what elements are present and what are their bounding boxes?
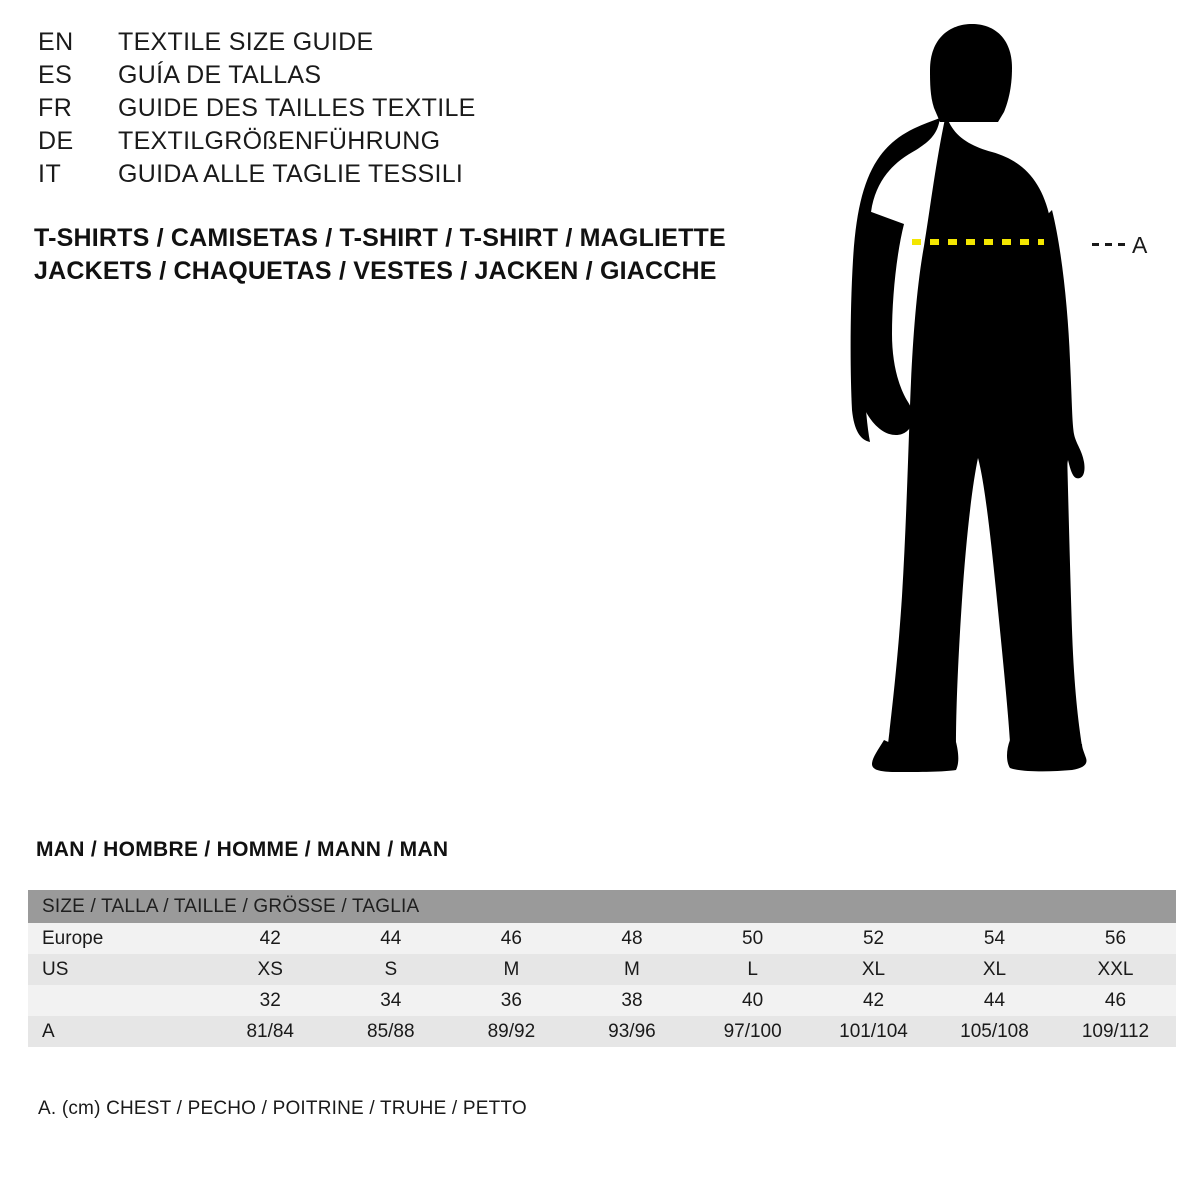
row-label-numeric xyxy=(28,985,210,1016)
garment-line-tshirts: T-SHIRTS / CAMISETAS / T-SHIRT / T-SHIRT / MAGLIETTE xyxy=(34,224,726,252)
cell-numeric-3: 38 xyxy=(572,985,693,1016)
language-list xyxy=(38,28,798,193)
chest-measure-line xyxy=(820,10,1190,800)
cell-numeric-0: 32 xyxy=(210,985,331,1016)
cell-a-0: 81/84 xyxy=(210,1016,331,1047)
table-header-label: SIZE / TALLA / TAILLE / GRÖSSE / TAGLIA xyxy=(28,890,1176,923)
row-label-us: US xyxy=(28,954,210,985)
language-text-de: TEXTILGRÖßENFÜHRUNG xyxy=(118,127,441,155)
cell-europe-7: 56 xyxy=(1055,923,1176,954)
cell-us-6: XL xyxy=(934,954,1055,985)
language-code-en: EN xyxy=(38,28,74,56)
language-text-fr: GUIDE DES TAILLES TEXTILE xyxy=(118,94,476,122)
cell-numeric-2: 36 xyxy=(451,985,572,1016)
cell-europe-6: 54 xyxy=(934,923,1055,954)
cell-europe-3: 48 xyxy=(572,923,693,954)
language-code-es: ES xyxy=(38,61,73,89)
cell-numeric-4: 40 xyxy=(692,985,813,1016)
cell-a-7: 109/112 xyxy=(1055,1016,1176,1047)
cell-a-1: 85/88 xyxy=(331,1016,452,1047)
cell-europe-1: 44 xyxy=(331,923,452,954)
table-row xyxy=(28,923,1176,954)
language-row xyxy=(38,28,798,61)
language-code-fr: FR xyxy=(38,94,73,122)
cell-us-2: M xyxy=(451,954,572,985)
cell-europe-4: 50 xyxy=(692,923,813,954)
section-title-man: MAN / HOMBRE / HOMME / MANN / MAN xyxy=(36,838,449,861)
language-code-it: IT xyxy=(38,160,62,188)
cell-a-6: 105/108 xyxy=(934,1016,1055,1047)
cell-numeric-5: 42 xyxy=(813,985,934,1016)
table-row xyxy=(28,985,1176,1016)
row-label-a: A xyxy=(28,1016,210,1047)
cell-us-4: L xyxy=(692,954,813,985)
table-row xyxy=(28,1016,1176,1047)
cell-europe-0: 42 xyxy=(210,923,331,954)
cell-a-3: 93/96 xyxy=(572,1016,693,1047)
language-text-it: GUIDA ALLE TAGLIE TESSILI xyxy=(118,160,464,188)
row-label-europe: Europe xyxy=(28,923,210,954)
garment-category-list xyxy=(34,222,834,288)
cell-europe-2: 46 xyxy=(451,923,572,954)
cell-a-5: 101/104 xyxy=(813,1016,934,1047)
language-row xyxy=(38,61,798,94)
language-row xyxy=(38,94,798,127)
cell-numeric-7: 46 xyxy=(1055,985,1176,1016)
measure-leader-line xyxy=(1092,243,1126,246)
table-row xyxy=(28,954,1176,985)
cell-a-4: 97/100 xyxy=(692,1016,813,1047)
measure-label-a: A xyxy=(1132,232,1148,258)
language-row xyxy=(38,127,798,160)
table-header-row xyxy=(28,890,1176,923)
body-figure xyxy=(820,10,1190,800)
language-code-de: DE xyxy=(38,127,74,155)
cell-us-1: S xyxy=(331,954,452,985)
size-table xyxy=(28,890,1176,1047)
cell-us-3: M xyxy=(572,954,693,985)
cell-us-7: XXL xyxy=(1055,954,1176,985)
cell-us-0: XS xyxy=(210,954,331,985)
garment-line-jackets: JACKETS / CHAQUETAS / VESTES / JACKEN / GIACCHE xyxy=(34,257,717,285)
language-row xyxy=(38,160,798,193)
cell-europe-5: 52 xyxy=(813,923,934,954)
language-text-en: TEXTILE SIZE GUIDE xyxy=(118,28,374,56)
cell-numeric-1: 34 xyxy=(331,985,452,1016)
cell-us-5: XL xyxy=(813,954,934,985)
cell-numeric-6: 44 xyxy=(934,985,1055,1016)
cell-a-2: 89/92 xyxy=(451,1016,572,1047)
footnote-chest: A. (cm) CHEST / PECHO / POITRINE / TRUHE / PETTO xyxy=(38,1098,527,1119)
language-text-es: GUÍA DE TALLAS xyxy=(118,61,322,89)
